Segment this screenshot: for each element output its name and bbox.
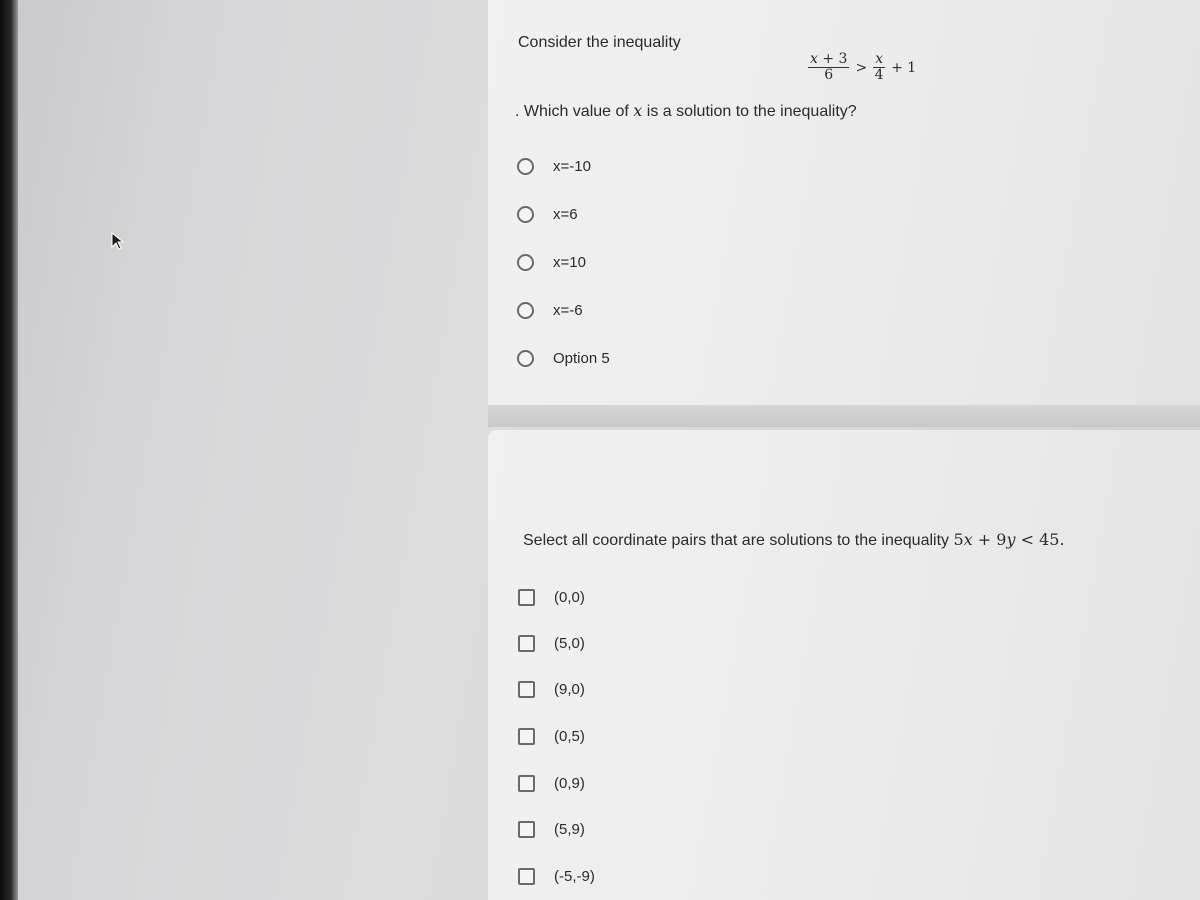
checkbox[interactable] [518, 868, 535, 885]
checkbox[interactable] [518, 728, 535, 745]
right-numerator: x [875, 51, 884, 67]
question-1-text [515, 101, 857, 121]
checkbox-option-5[interactable] [518, 775, 585, 792]
inequality-operator: > [855, 59, 868, 76]
radio-option-3[interactable] [517, 254, 586, 271]
checkbox[interactable] [518, 681, 535, 698]
checkbox-option-3[interactable] [518, 681, 585, 698]
radio-button[interactable] [517, 302, 534, 319]
checkbox[interactable] [518, 635, 535, 652]
checkbox[interactable] [518, 775, 535, 792]
checkbox-option-label: (-5,-9) [554, 868, 595, 885]
radio-option-label: x=-10 [553, 158, 591, 175]
inequality-rest: < 45. [1015, 530, 1065, 549]
left-denominator: 6 [824, 67, 834, 83]
right-denominator: 4 [874, 67, 884, 83]
card-divider [488, 405, 1200, 427]
left-fraction [808, 52, 849, 83]
checkbox-option-label: (0,0) [554, 589, 585, 606]
checkbox-option-1[interactable] [518, 589, 585, 606]
checkbox-option-label: (9,0) [554, 681, 585, 698]
checkbox-option-label: (5,9) [554, 821, 585, 838]
radio-button[interactable] [517, 350, 534, 367]
left-numerator-var: x [810, 51, 818, 67]
screen-edge [0, 0, 18, 900]
question-1-intro: Consider the inequality [518, 34, 681, 51]
mouse-pointer-icon [111, 232, 125, 250]
radio-button[interactable] [517, 254, 534, 271]
checkbox-option-label: (5,0) [554, 635, 585, 652]
radio-option-1[interactable] [517, 158, 591, 175]
question-2-text-body: Select all coordinate pairs that are solutions to the inequality [523, 532, 954, 549]
question-2-inequality [953, 530, 1064, 549]
question-1-text-var: x [633, 101, 643, 120]
plus-sign: + [972, 530, 997, 549]
radio-option-2[interactable] [517, 206, 578, 223]
checkbox-option-label: (0,5) [554, 728, 585, 745]
radio-option-5[interactable] [517, 350, 610, 367]
checkbox-option-label: (0,9) [554, 775, 585, 792]
radio-option-4[interactable] [517, 302, 583, 319]
left-numerator-rest: + 3 [817, 51, 848, 67]
radio-button[interactable] [517, 158, 534, 175]
radio-option-label: x=10 [553, 254, 586, 271]
checkbox-option-7[interactable] [518, 868, 595, 885]
coef-b: 9 [996, 530, 1007, 549]
question-2-text [523, 530, 1065, 550]
radio-option-label: x=6 [553, 206, 578, 223]
checkbox[interactable] [518, 589, 535, 606]
checkbox[interactable] [518, 821, 535, 838]
checkbox-option-4[interactable] [518, 728, 585, 745]
var-y: y [1006, 530, 1016, 549]
coef-a: 5 [953, 530, 964, 549]
inequality-expression [808, 52, 916, 83]
radio-button[interactable] [517, 206, 534, 223]
right-rest: + 1 [891, 59, 917, 76]
question-card-2 [488, 430, 1200, 900]
checkbox-option-2[interactable] [518, 635, 585, 652]
radio-option-label: x=-6 [553, 302, 583, 319]
checkbox-option-6[interactable] [518, 821, 585, 838]
question-1-text-suffix: is a solution to the inequality? [642, 103, 857, 120]
var-x: x [963, 530, 973, 549]
question-1-text-prefix: . Which value of [515, 103, 634, 120]
right-fraction [873, 52, 885, 83]
radio-option-label: Option 5 [553, 350, 610, 367]
